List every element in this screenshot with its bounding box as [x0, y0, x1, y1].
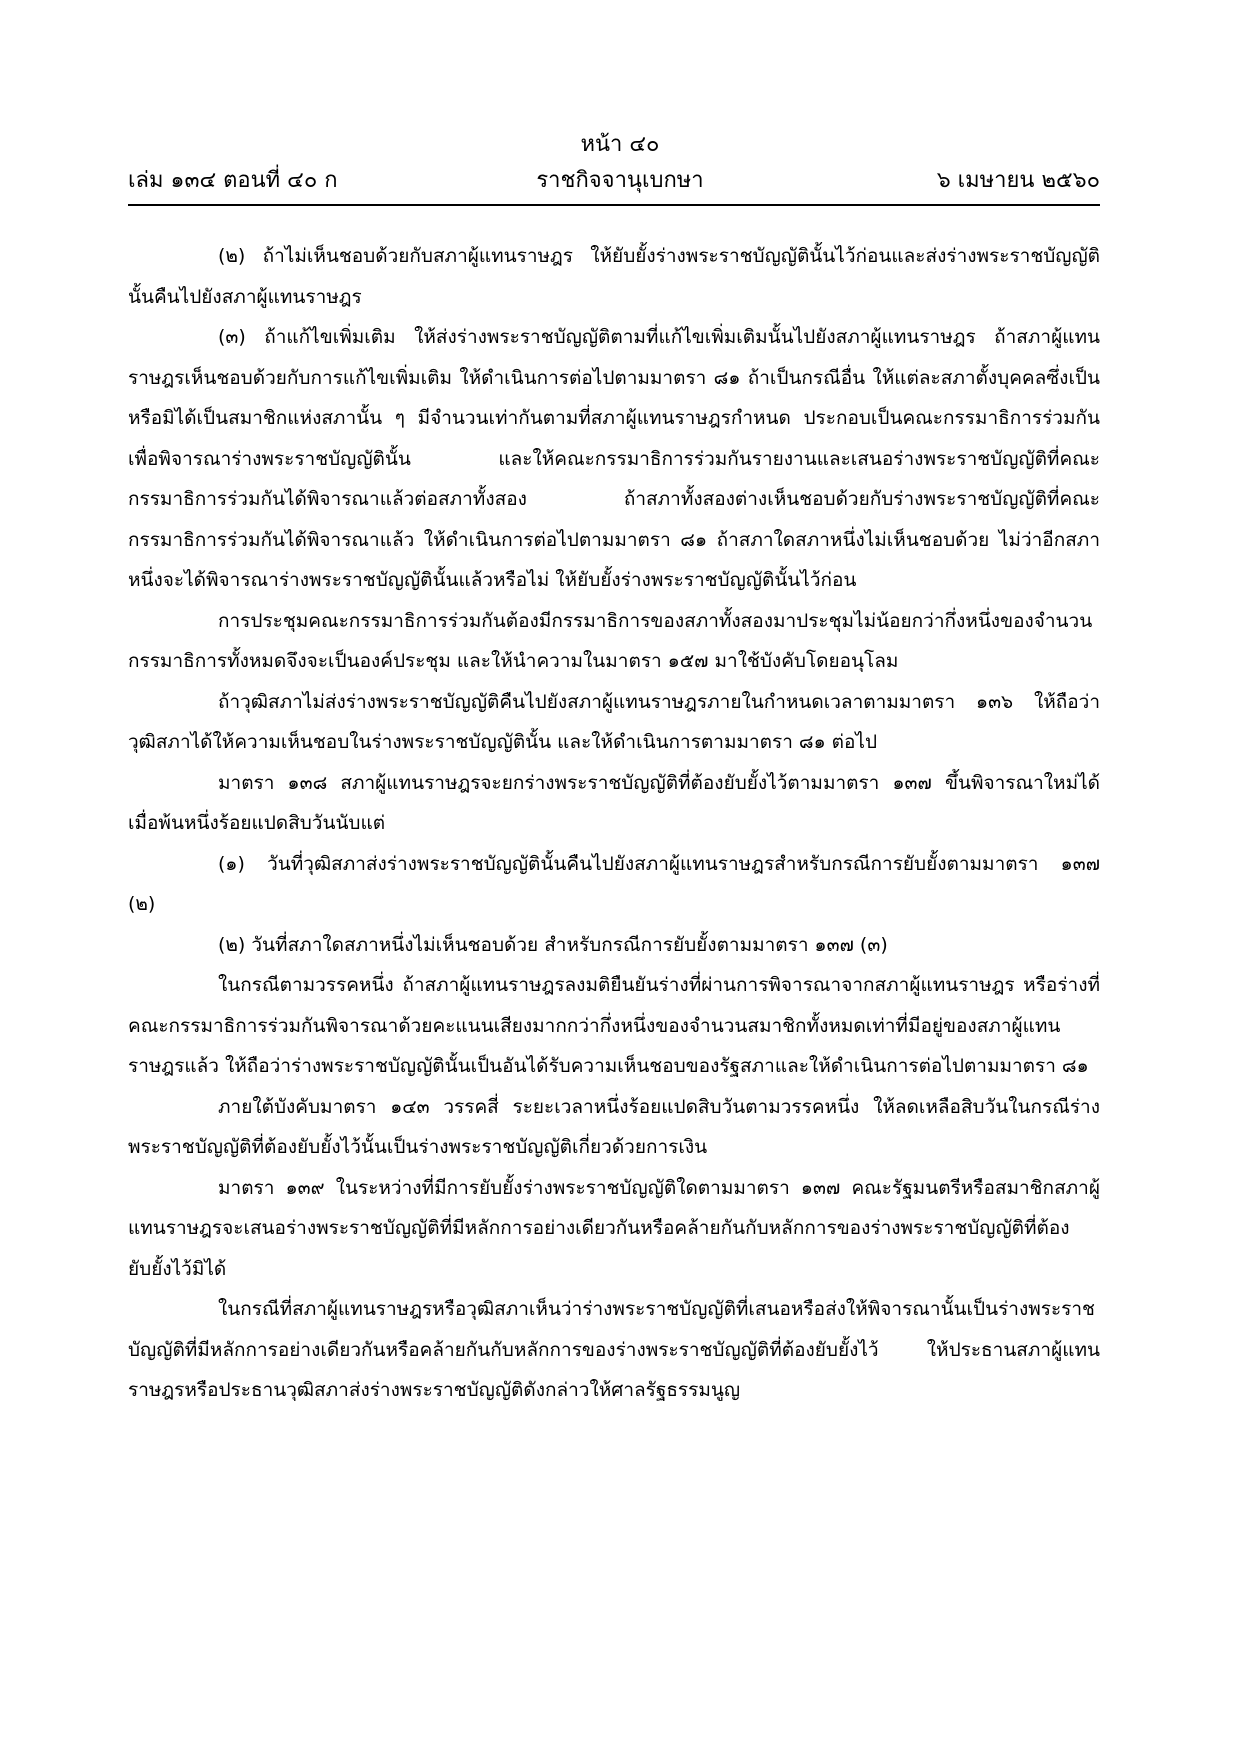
paragraph: (๒) ถ้าไม่เห็นชอบด้วยกับสภาผู้แทนราษฎร ให้ยับยั้งร่างพระราชบัญญัตินั้นไว้ก่อนและส่งร่างพระราชบัญญัตินั้นคืนไปยังสภาผู้แทนราษฎร [128, 245, 1100, 308]
volume-issue: เล่ม ๑๓๔ ตอนที่ ๔๐ ก [128, 168, 338, 193]
paragraph: (๑) วันที่วุฒิสภาส่งร่างพระราชบัญญัตินั้นคืนไปยังสภาผู้แทนราษฎรสำหรับกรณีการยับยั้งตามมาตรา ๑๓๗ (๒) [128, 852, 1100, 915]
paragraph: (๓) ถ้าแก้ไขเพิ่มเติม ให้ส่งร่างพระราชบัญญัติตามที่แก้ไขเพิ่มเติมนั้นไปยังสภาผู้แทนราษฎร ถ้าสภาผู้แทนราษฎรเห็นชอบด้วยกับการแก้ไขเพิ่มเติม ให้ดำเนินการต่อไปตามมาตรา ๘๑ ถ้าเป็นกรณีอื่น ให้แต่ละสภาตั้งบุคคลซึ่งเป็นหรือมิได้เป็นสมาชิกแห่งสภานั้น ๆ มีจำนวนเท่ากันตามที่สภาผู้แทนราษฎรกำหนด ประกอบเป็นคณะกรรมาธิการร่วมกันเพื่อพิจารณาร่างพระราชบัญญัตินั้น และให้คณะกรรมาธิการร่วมกันรายงานและเสนอร่างพระราชบัญญัติที่คณะกรรมาธิการร่วมกันได้พิจารณาแล้วต่อสภาทั้งสอง ถ้าสภาทั้งสองต่างเห็นชอบด้วยกับร่างพระราชบัญญัติที่คณะกรรมาธิการร่วมกันได้พิจารณาแล้ว ให้ดำเนินการต่อไปตามมาตรา ๘๑ ถ้าสภาใดสภาหนึ่งไม่เห็นชอบด้วย ไม่ว่าอีกสภาหนึ่งจะได้พิจารณาร่างพระราชบัญญัตินั้นแล้วหรือไม่ ให้ยับยั้งร่างพระราชบัญญัตินั้นไว้ก่อน [128, 326, 1100, 591]
publication-title: ราชกิจจานุเบกษา [536, 168, 704, 193]
page-number: หน้า ๔๐ [580, 132, 660, 157]
paragraph: ในกรณีตามวรรคหนึ่ง ถ้าสภาผู้แทนราษฎรลงมติยืนยันร่างที่ผ่านการพิจารณาจากสภาผู้แทนราษฎร หรือร่างที่คณะกรรมาธิการร่วมกันพิจารณาด้วยคะแนนเสียงมากกว่ากึ่งหนึ่งของจำนวนสมาชิกทั้งหมดเท่าที่มีอยู่ของสภาผู้แทนราษฎรแล้ว ให้ถือว่าร่างพระราชบัญญัตินั้นเป็นอันได้รับความเห็นชอบของรัฐสภาและให้ดำเนินการต่อไปตามมาตรา ๘๑ [128, 974, 1100, 1077]
document-body [128, 236, 1100, 1411]
paragraph: มาตรา ๑๓๙ ในระหว่างที่มีการยับยั้งร่างพระราชบัญญัติใดตามมาตรา ๑๓๗ คณะรัฐมนตรีหรือสมาชิกสภาผู้แทนราษฎรจะเสนอร่างพระราชบัญญัติที่มีหลักการอย่างเดียวกันหรือคล้ายกันกับหลักการของร่างพระราชบัญญัติที่ต้องยับยั้งไว้มิได้ [128, 1176, 1100, 1280]
paragraph: การประชุมคณะกรรมาธิการร่วมกันต้องมีกรรมาธิการของสภาทั้งสองมาประชุมไม่น้อยกว่ากึ่งหนึ่งของจำนวนกรรมาธิการทั้งหมดจึงจะเป็นองค์ประชุม และให้นำความในมาตรา ๑๕๗ มาใช้บังคับโดยอนุโลม [128, 609, 1093, 672]
paragraph: ในกรณีที่สภาผู้แทนราษฎรหรือวุฒิสภาเห็นว่าร่างพระราชบัญญัติที่เสนอหรือส่งให้พิจารณานั้นเป็นร่างพระราชบัญญัติที่มีหลักการอย่างเดียวกันหรือคล้ายกันกับหลักการของร่างพระราชบัญญัติที่ต้องยับยั้งไว้ ให้ประธานสภาผู้แทนราษฎรหรือประธานวุฒิสภาส่งร่างพระราชบัญญัติดังกล่าวให้ศาลรัฐธรรมนูญ [128, 1298, 1100, 1401]
paragraph: ถ้าวุฒิสภาไม่ส่งร่างพระราชบัญญัติคืนไปยังสภาผู้แทนราษฎรภายในกำหนดเวลาตามมาตรา ๑๓๖ ให้ถือว่าวุฒิสภาได้ให้ความเห็นชอบในร่างพระราชบัญญัตินั้น และให้ดำเนินการตามมาตรา ๘๑ ต่อไป [128, 690, 1100, 753]
paragraph: (๒) วันที่สภาใดสภาหนึ่งไม่เห็นชอบด้วย สำหรับกรณีการยับยั้งตามมาตรา ๑๓๗ (๓) [218, 933, 888, 956]
header-rule [128, 204, 1100, 206]
paragraph: ภายใต้บังคับมาตรา ๑๔๓ วรรคสี่ ระยะเวลาหนึ่งร้อยแปดสิบวันตามวรรคหนึ่ง ให้ลดเหลือสิบวันในกรณีร่างพระราชบัญญัติที่ต้องยับยั้งไว้นั้นเป็นร่างพระราชบัญญัติเกี่ยวด้วยการเงิน [128, 1095, 1100, 1158]
paragraph: มาตรา ๑๓๘ สภาผู้แทนราษฎรจะยกร่างพระราชบัญญัติที่ต้องยับยั้งไว้ตามมาตรา ๑๓๗ ขึ้นพิจารณาใหม่ได้เมื่อพ้นหนึ่งร้อยแปดสิบวันนับแต่ [128, 771, 1100, 834]
publication-date: ๖ เมษายน ๒๕๖๐ [936, 168, 1100, 193]
